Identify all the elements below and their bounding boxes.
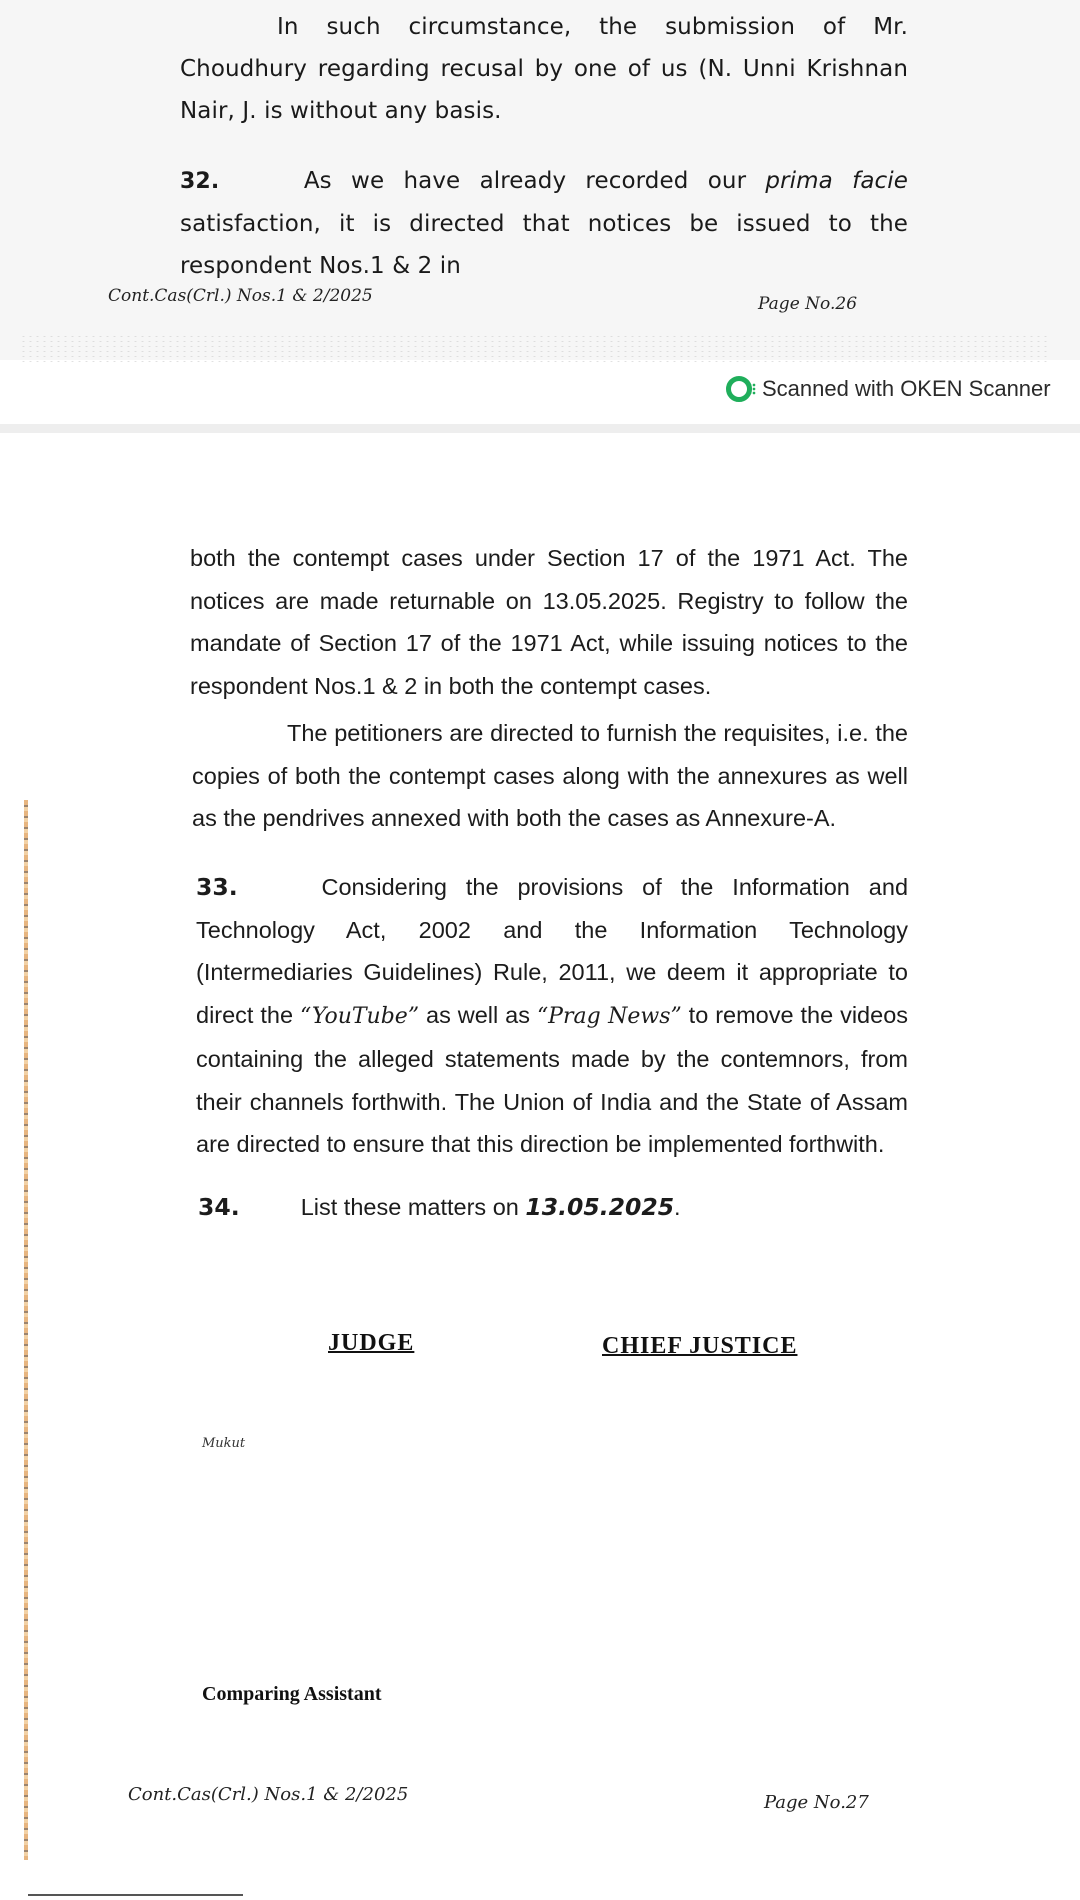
- youtube-quote: “YouTube”: [300, 1003, 420, 1029]
- comparing-assistant-label: Comparing Assistant: [202, 1683, 382, 1705]
- page-separator: [0, 424, 1080, 433]
- judge-signature-title: JUDGE: [328, 1330, 415, 1356]
- para-33-text-2: as well as: [426, 1001, 530, 1028]
- para-34-period: .: [674, 1194, 681, 1220]
- page-26-fragment: [0, 0, 1080, 360]
- para-32-emphasis: prima facie: [765, 168, 908, 194]
- paragraph-32-continued: both the contempt cases under Section 17 of the 1971 Act. The notices are made returnable on 13.05.2025. Registry to follow the mandate of Section 17 of the 1971 Act, while issuing notices to the respondent Nos.1 & 2 in both the contempt cases.: [190, 545, 908, 699]
- recusal-paragraph: In such circumstance, the submission of Mr. Choudhury regarding recusal by one of us (N. Unni Krishnan Nair, J. is without any basis.: [180, 14, 908, 124]
- bottom-scan-edge: [28, 1894, 243, 1896]
- paragraph-34: [198, 1186, 910, 1229]
- page-27-number: Page No.27: [764, 1792, 869, 1813]
- initials-signature: Mukut: [202, 1436, 246, 1451]
- scan-noise: [20, 334, 1050, 364]
- listing-date: 13.05.2025: [525, 1193, 675, 1221]
- page-26-number: Page No.26: [758, 294, 858, 314]
- oken-scanner-logo-icon: [726, 376, 752, 402]
- paragraph-32-requisites: The petitioners are directed to furnish the requisites, i.e. the copies of both the contempt cases along with the annexures as well as the pendrives annexed with both the cases as Annexure-A.: [192, 720, 908, 831]
- scanner-watermark-label: Scanned with OKEN Scanner: [762, 376, 1051, 401]
- page-26-case-ref: Cont.Cas(Crl.) Nos.1 & 2/2025: [108, 286, 373, 306]
- paragraph-32-start: [180, 160, 908, 287]
- para-33-text-1: Considering the provisions of the Information and Technology Act, 2002 and the Information Technology (Intermediaries Guidelines) Rule, 2011, we deem it appropriate to direct the: [196, 874, 909, 1028]
- para-34-number: 34.: [198, 1193, 240, 1221]
- scan-margin-edge: [24, 800, 28, 1860]
- scanner-watermark: [726, 373, 1051, 405]
- para-32-number: 32.: [180, 169, 220, 194]
- para-32-text-after: satisfaction, it is directed that notices be issued to the respondent Nos.1 & 2 in: [180, 211, 908, 279]
- para-34-text: List these matters on: [300, 1194, 519, 1220]
- page-27-case-ref: Cont.Cas(Crl.) Nos.1 & 2/2025: [128, 1784, 409, 1805]
- paragraph-33: [196, 866, 908, 1166]
- chief-justice-signature-title: CHIEF JUSTICE: [602, 1333, 798, 1359]
- prag-news-quote: “Prag News”: [536, 1003, 682, 1029]
- para-32-text-before: As we have already recorded our: [303, 168, 747, 194]
- para-33-text-3: to remove the videos containing the alleged statements made by the contemnors, from their channels forthwith. The Union of India and the State of Assam are directed to ensure that this direction be implemented forthwith.: [196, 1001, 909, 1157]
- para-33-number: 33.: [196, 873, 238, 901]
